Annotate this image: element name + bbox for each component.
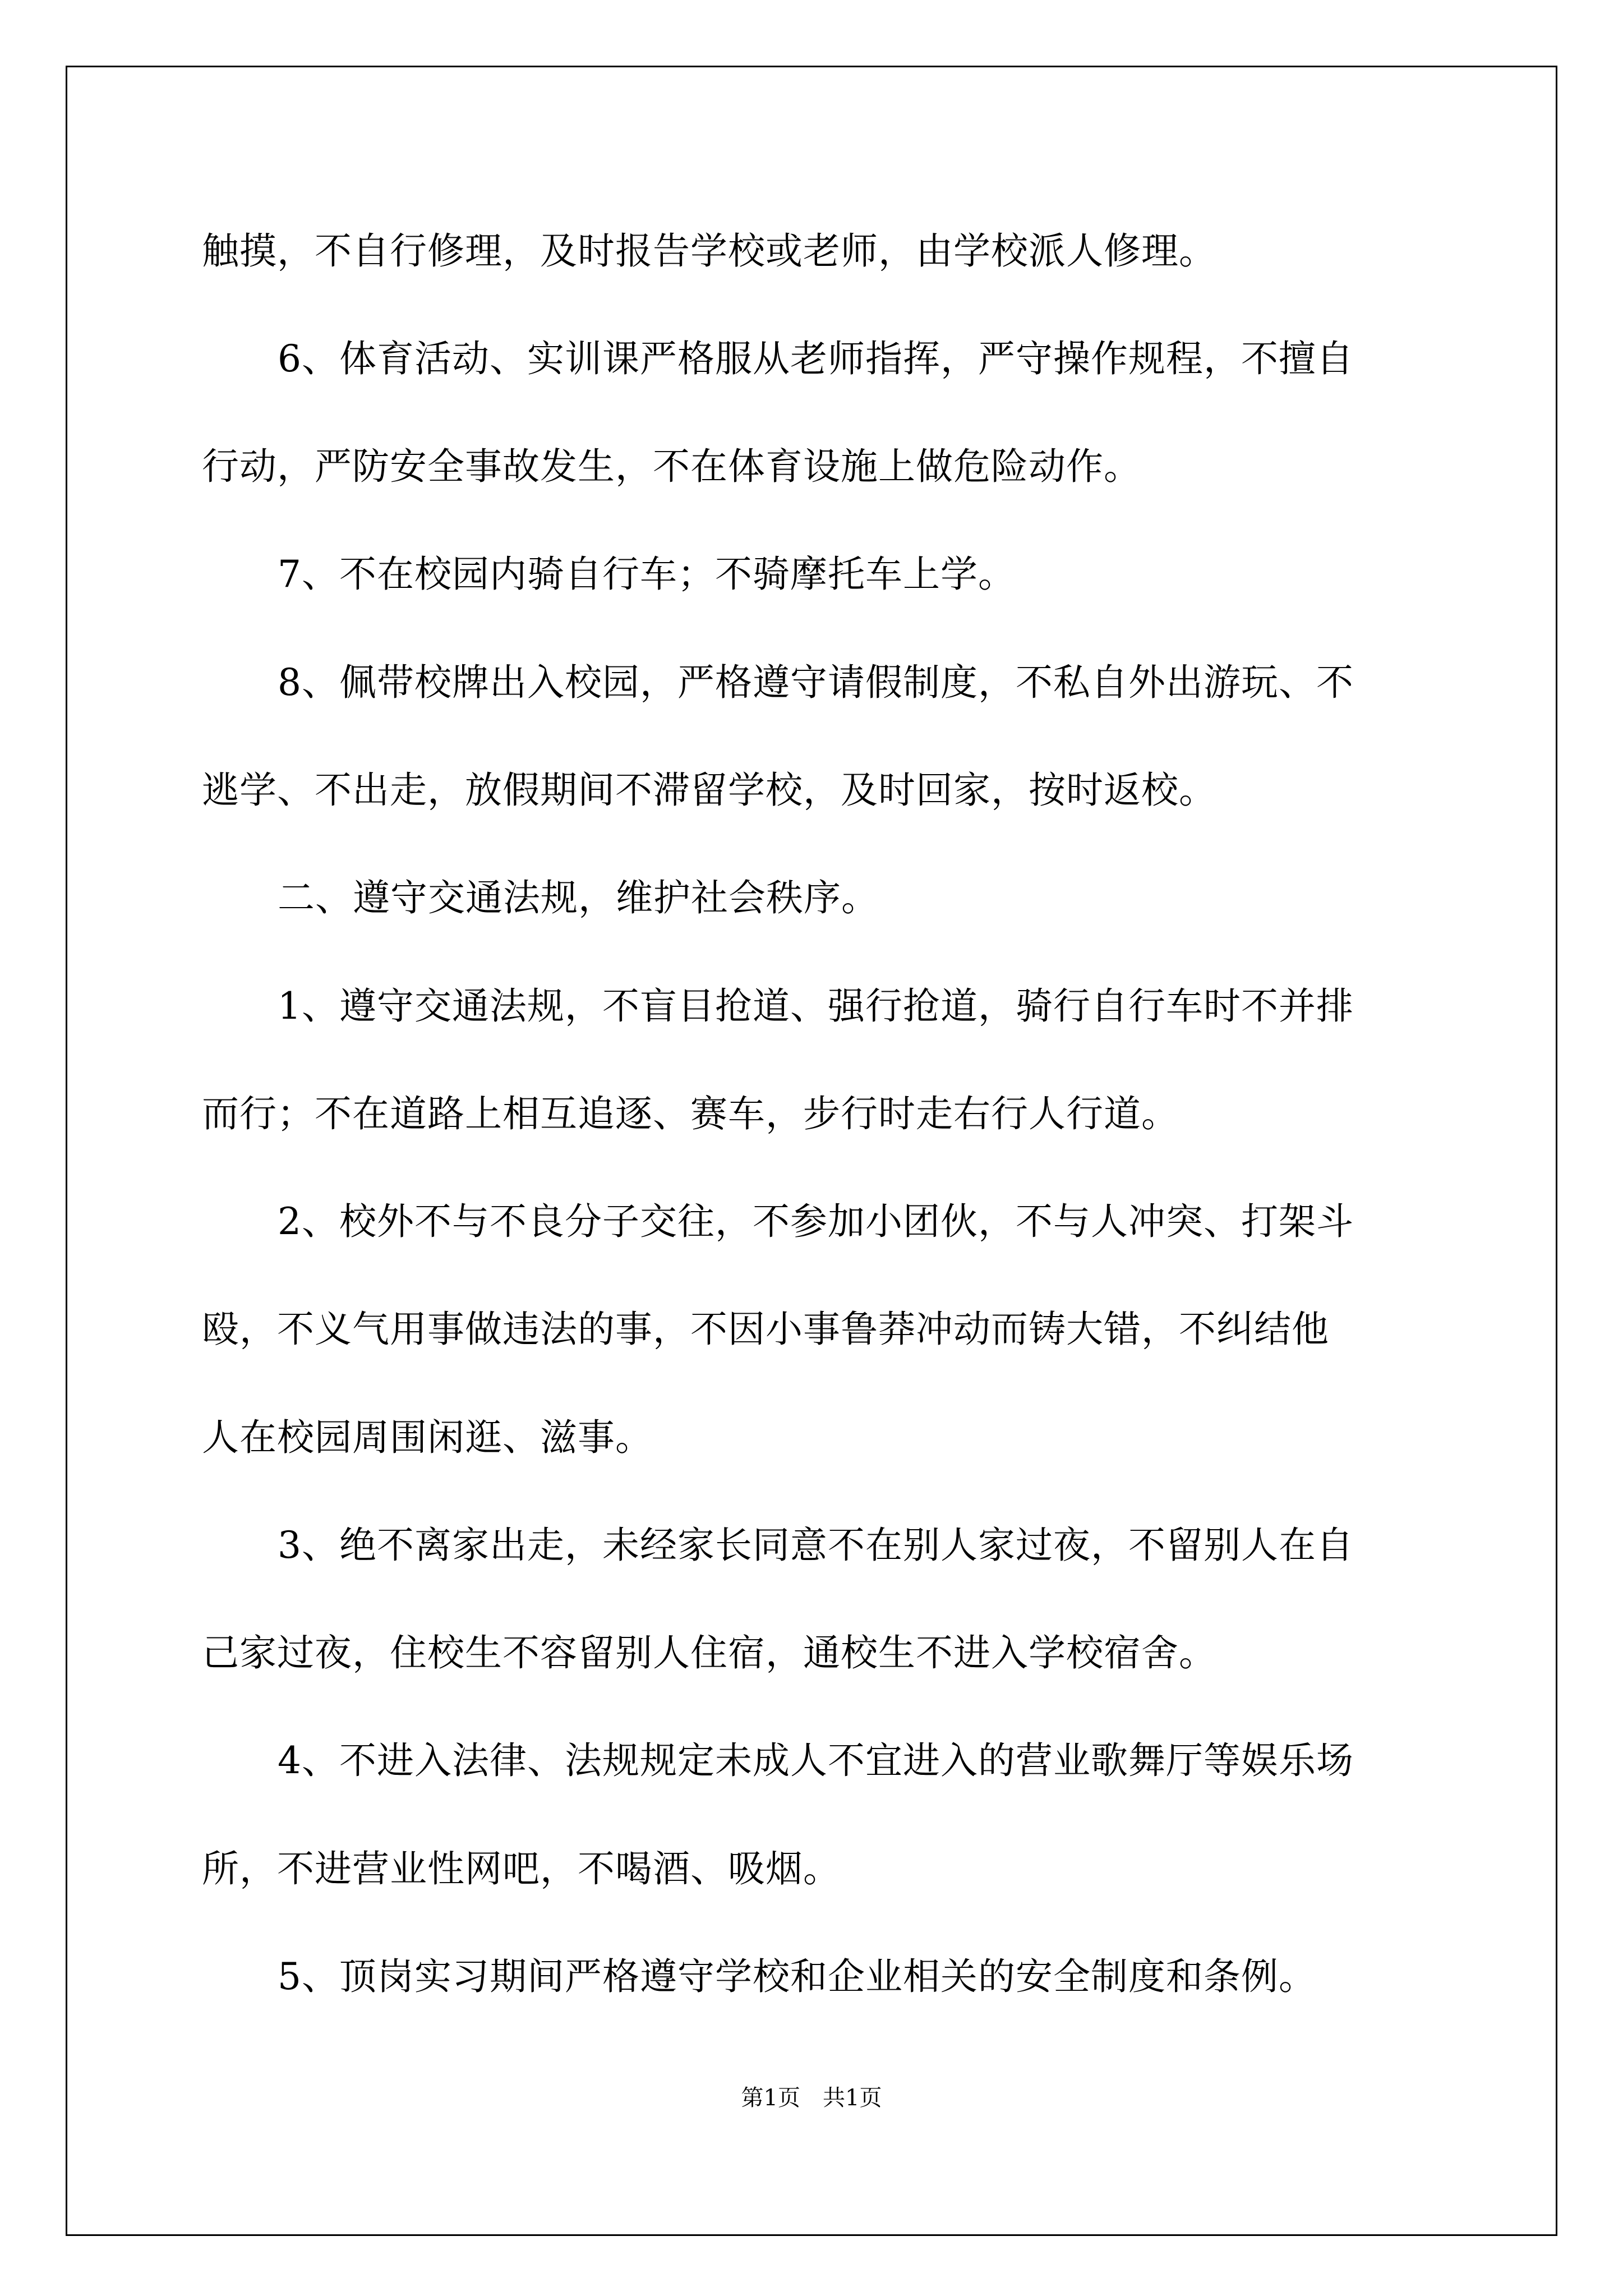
text-line: 1、遵守交通法规，不盲目抢道、强行抢道，骑行自行车时不并排 <box>278 984 1354 1028</box>
text-line: 7、不在校园内骑自行车；不骑摩托车上学。 <box>278 553 1016 596</box>
text-line: 殴，不义气用事做违法的事，不因小事鲁莽冲动而铸大错，不纠结他 <box>202 1308 1329 1351</box>
text-line: 所，不进营业性网吧，不喝酒、吸烟。 <box>202 1847 841 1890</box>
page-frame <box>66 66 1557 2236</box>
text-line: 行动，严防安全事故发生，不在体育设施上做危险动作。 <box>202 445 1141 488</box>
text-line: 8、佩带校牌出入校园，严格遵守请假制度，不私自外出游玩、不 <box>278 661 1354 704</box>
text-line: 人在校园周围闲逛、滋事。 <box>202 1416 653 1459</box>
text-line: 逃学、不出走，放假期间不滞留学校，及时回家，按时返校。 <box>202 769 1216 812</box>
text-line: 6、体育活动、实训课严格服从老师指挥，严守操作规程，不擅自 <box>278 337 1354 380</box>
text-line: 3、绝不离家出走，未经家长同意不在别人家过夜，不留别人在自 <box>278 1524 1354 1567</box>
section-heading: 二、遵守交通法规，维护社会秩序。 <box>278 876 879 919</box>
text-line: 己家过夜，住校生不容留别人住宿，通校生不进入学校宿舍。 <box>202 1631 1216 1674</box>
text-line: 而行；不在道路上相互追逐、赛车，步行时走右行人行道。 <box>202 1092 1179 1135</box>
text-line: 5、顶岗实习期间严格遵守学校和企业相关的安全制度和条例。 <box>278 1955 1316 1998</box>
text-line: 触摸，不自行修理，及时报告学校或老师，由学校派人修理。 <box>202 229 1216 273</box>
page-footer: 第1页 共1页 <box>741 2085 882 2111</box>
text-line: 2、校外不与不良分子交往，不参加小团伙，不与人冲突、打架斗 <box>278 1200 1354 1243</box>
text-line: 4、不进入法律、法规规定未成人不宜进入的营业歌舞厅等娱乐场 <box>278 1739 1354 1782</box>
